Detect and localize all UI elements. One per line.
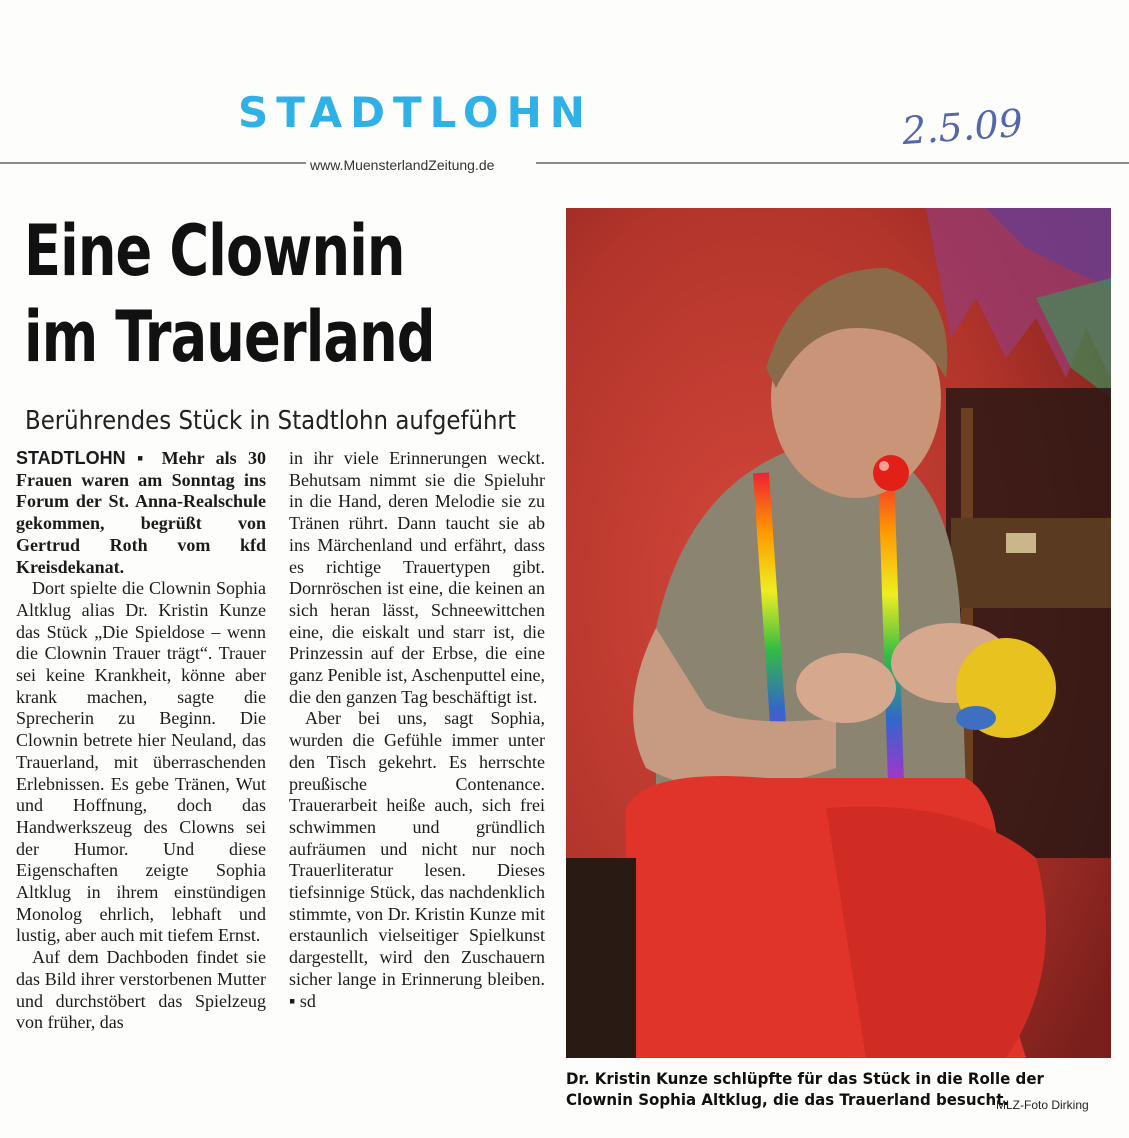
section-title: STADTLOHN xyxy=(238,88,593,137)
photo-caption: Dr. Kristin Kunze schlüpfte für das Stück in die Rolle der Clownin Sophia Altklug, die das Trauerland besucht. xyxy=(566,1069,1044,1109)
lead-paragraph: STADTLOHN ▪ Mehr als 30 Frauen waren am Sonntag ins Forum der St. Anna-Realschule gekommen, begrüßt von Gertrud Roth vom kfd Kreisdekanat. xyxy=(16,448,266,577)
article-column-2 xyxy=(289,448,545,1012)
dateline-kicker: STADTLOHN xyxy=(16,448,126,468)
article-column-1 xyxy=(16,448,266,1034)
headline-line-2: im Trauerland xyxy=(24,296,435,378)
subheadline: Berührendes Stück in Stadtlohn aufgeführt xyxy=(25,406,516,436)
photo-credit: MLZ-Foto Dirking xyxy=(996,1098,1089,1112)
newspaper-url: www.MuensterlandZeitung.de xyxy=(310,157,495,173)
body-paragraph: Dort spielte die Clownin Sophia Altklug alias Dr. Kristin Kunze das Stück „Die Spieldose – wenn die Clownin Trauer trägt“. Trauer sei keine Krankheit, könne aber krank machen, sagte die Sprecherin zu Beginn. Die Clownin betrete hier Neuland, das Trauerland, mit überraschenden Erlebnissen. Es gebe Tränen, Wut und Hoffnung, doch das Handwerkszeug des Clowns sei der Humor. Und diese Eigenschaften zeigte Sophia Altklug in ihrem einstündigen Monolog ehrlich, lebhaft und lustig, aber auch mit tiefem Ernst. xyxy=(16,578,266,946)
handwritten-date: 2.5.09 xyxy=(900,100,1025,154)
headline xyxy=(24,208,488,380)
article-photo xyxy=(566,208,1111,1058)
headline-line-1: Eine Clownin xyxy=(24,210,405,292)
header-rule xyxy=(0,162,1129,164)
body-paragraph: in ihr viele Erinnerungen weckt. Behutsam nimmt sie die Spieluhr in die Hand, deren Melodie sie zu Tränen rührt. Dann taucht sie ab ins Märchenland und erfährt, dass es richtige Trauertypen gibt. Dornröschen ist eine, die keinen an sich heran lässt, Schneewittchen eine, die eiskalt und starr ist, die Prinzessin auf der Erbse, die eine ganz Penible ist, Aschenputtel eine, die den ganzen Tag beschäftigt ist. xyxy=(289,448,545,707)
body-paragraph: Aber bei uns, sagt Sophia, wurden die Gefühle immer unter den Tisch gekehrt. Es herrschte preußische Contenance. Trauerarbeit heiße auch, sich frei schwimmen und gründlich aufräumen und nicht nur noch Trauerliteratur lesen. Dieses tiefsinnige Stück, das nachdenklich stimmte, von Dr. Kristin Kunze mit erstaunlich vielseitiger Spielkunst dargestellt, wird den Zuschauern sicher lange in Erinnerung bleiben. ▪ sd xyxy=(289,708,545,1011)
clown-photo-illustration xyxy=(566,208,1111,1058)
lead-text: Mehr als 30 Frauen waren am Sonntag ins Forum der St. Anna-Realschule gekommen, begrüßt von Gertrud Roth vom kfd Kreisdekanat. xyxy=(16,448,266,577)
body-paragraph: Auf dem Dachboden findet sie das Bild ihrer verstorbenen Mutter und durchstöbert das Spielzeug von früher, das xyxy=(16,947,266,1033)
